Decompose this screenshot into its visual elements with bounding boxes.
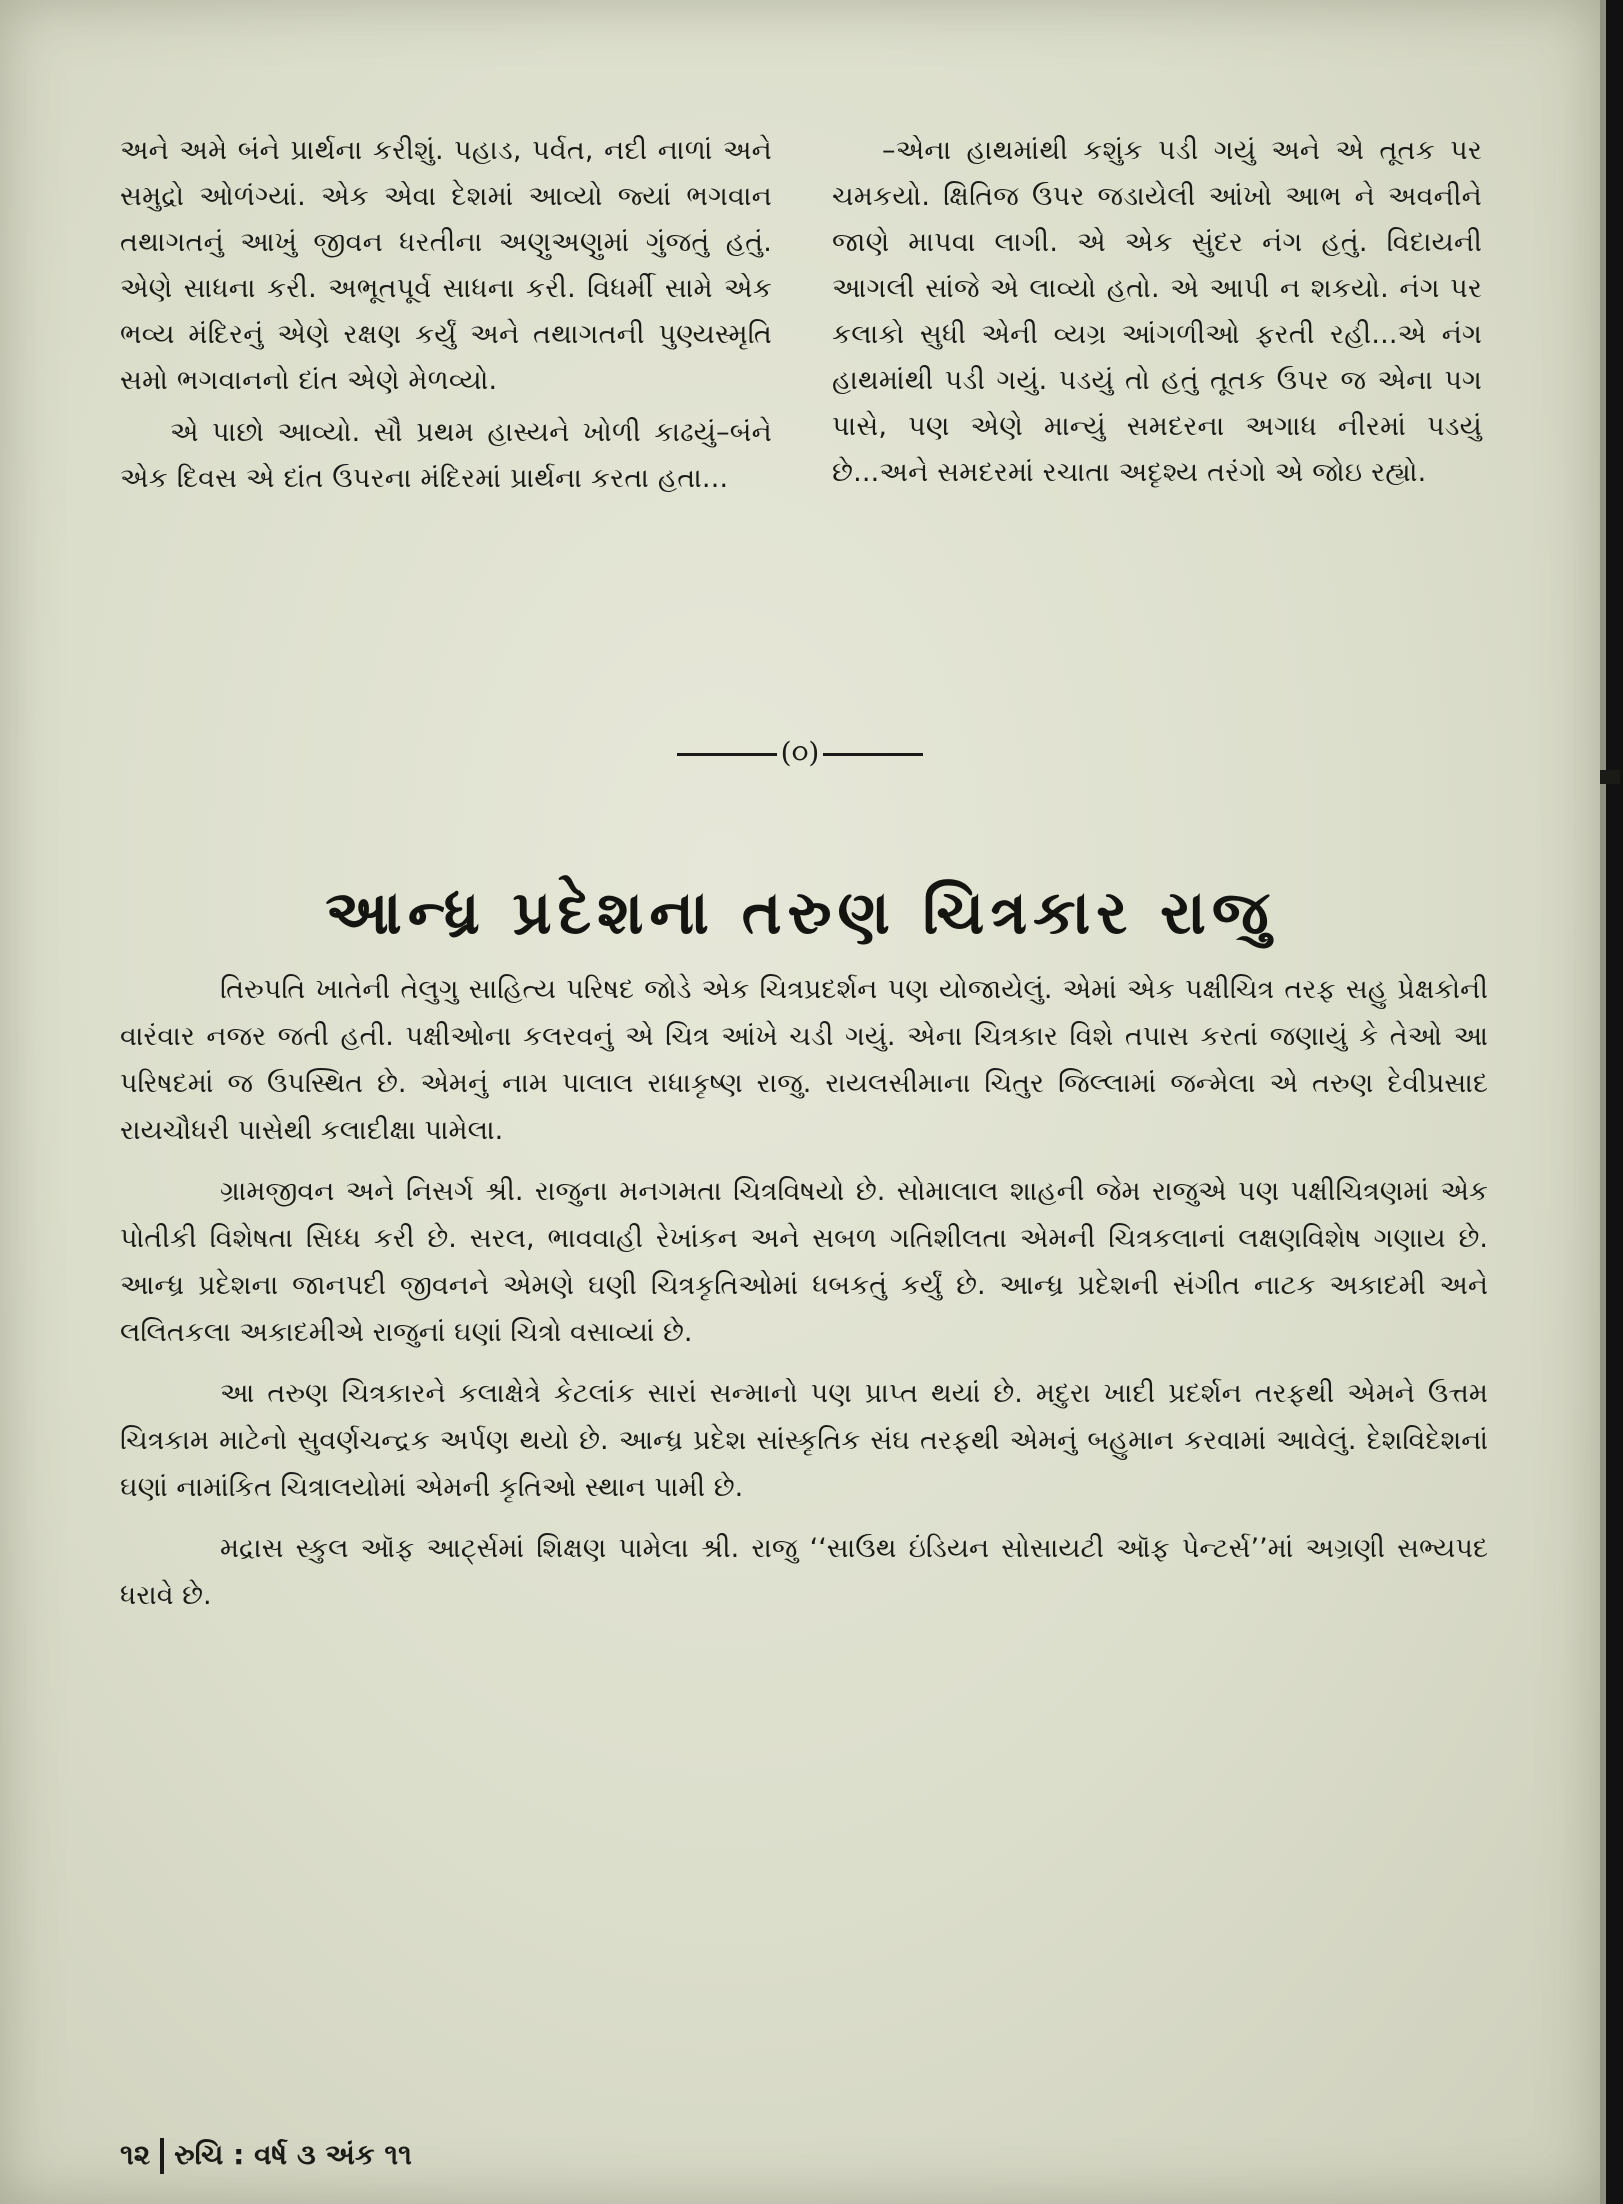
page-number: ૧૨ (120, 2138, 151, 2171)
article-body (120, 966, 1488, 1633)
story-right-paragraph: –એના હાથમાંથી કશુંક પડી ગયું અને એ તૂતક પર ચમકયો. ક્ષિતિજ ઉપર જડાયેલી આંખો આભ ને અવનીને જાણે માપવા લાગી. એ એક સુંદર નંગ હતું. વિદાયની આગલી સાંજે એ લાવ્યો હતો. એ આપી ન શકયો. નંગ પર કલાકો સુધી એની વ્યગ્ર આંગળીઓ ફરતી રહી...એ નંગ હાથમાંથી પડી ગયું. પડયું તો હતું તૂતક ઉપર જ એના પગ પાસે, પણ એણે માન્યું સમદરના અગાધ નીરમાં પડયું છે...અને સમદરમાં રચાતા અદૃશ્ય તરંગો એ જોઇ રહ્યો. (832, 135, 1482, 488)
page-footer (120, 2138, 412, 2174)
separator-rule-right (823, 753, 923, 756)
separator-rule-left (677, 753, 777, 756)
article-title: આન્ધ્ર પ્રદેશના તરુણ ચિત્રકાર રાજુ (325, 878, 1275, 948)
article-paragraph: ગ્રામજીવન અને નિસર્ગ શ્રી. રાજુના મનગમતા ચિત્રવિષયો છે. સોમાલાલ શાહની જેમ રાજુએ પણ પક્ષીચિત્રણમાં એક પોતીકી વિશેષતા સિધ્ધ કરી છે. સરલ, ભાવવાહી રેખાંકન અને સબળ ગતિશીલતા એમની ચિત્રકલાનાં લક્ષણવિશેષ ગણાય છે. આન્ધ્ર પ્રદેશના જાનપદી જીવનને એમણે ઘણી ચિત્રકૃતિઓમાં ધબકતું કર્યું છે. આન્ધ્ર પ્રદેશની સંગીત નાટક અકાદમી અને લલિતકલા અકાદમીએ રાજુનાં ઘણાં ચિત્રો વસાવ્યાં છે. (120, 1176, 1488, 1348)
article-paragraph: તિરુપતિ ખાતેની તેલુગુ સાહિત્ય પરિષદ જોડે એક ચિત્રપ્રદર્શન પણ યોજાયેલું. એમાં એક પક્ષીચિત્ર તરફ સહુ પ્રેક્ષકોની વારંવાર નજર જતી હતી. પક્ષીઓના કલરવનું એ ચિત્ર આંખે ચડી ગયું. એના ચિત્રકાર વિશે તપાસ કરતાં જણાયું કે તેઓ આ પરિષદમાં જ ઉપસ્થિત છે. એમનું નામ પાલાલ રાધાકૃષ્ણ રાજુ. રાયલસીમાના ચિતુર જિલ્લામાં જન્મેલા એ તરુણ દેવીપ્રસાદ રાયચૌધરી પાસેથી કલાદીક્ષા પામેલા. (120, 974, 1488, 1146)
publication-info: રુચિ : વર્ષ ૩ અંક ૧૧ (174, 2138, 412, 2171)
story-left-paragraph: એ પાછો આવ્યો. સૌ પ્રથમ હાસ્યને ખોળી કાઢયું–બંને એક દિવસ એ દાંત ઉપરના મંદિરમાં પ્રાર્થના કરતા હતા... (120, 417, 772, 494)
article-paragraph: મદ્રાસ સ્કુલ ઑફ આર્ટ્સમાં શિક્ષણ પામેલા શ્રી. રાજુ ‘‘સાઉથ ઇંડિયન સોસાયટી ઑફ પેન્ટર્સ’’માં અગ્રણી સભ્યપદ ધરાવે છે. (120, 1533, 1488, 1611)
footer-divider (160, 2138, 164, 2174)
story-left-paragraph: અને અમે બંને પ્રાર્થના કરીશું. પહાડ, પર્વત, નદી નાળાં અને સમુદ્રો ઓળંગ્યાં. એક એવા દેશમાં આવ્યો જ્યાં ભગવાન તથાગતનું આખું જીવન ધરતીના અણુઅણુમાં ગુંજતું હતું. એણે સાધના કરી. અભૂતપૂર્વ સાધના કરી. વિધર્મી સામે એક ભવ્ય મંદિરનું એણે રક્ષણ કર્યું અને તથાગતની પુણ્યસ્મૃતિ સમો ભગવાનનો દાંત એણે મેળવ્યો. (120, 135, 772, 396)
story-column-right (832, 128, 1482, 502)
separator-symbol: (૦) (780, 736, 820, 769)
page-edge-mark (1600, 770, 1620, 784)
article-paragraph: આ તરુણ ચિત્રકારને કલાક્ષેત્રે કેટલાંક સારાં સન્માનો પણ પ્રાપ્ત થયાં છે. મદુરા ખાદી પ્રદર્શન તરફથી એમને ઉત્તમ ચિત્રકામ માટેનો સુવર્ણચન્દ્રક અર્પણ થયો છે. આન્ધ્ર પ્રદેશ સાંસ્કૃતિક સંઘ તરફથી એમનું બહુમાન કરવામાં આવેલું. દેશવિદેશનાં ઘણાં નામાંકિત ચિત્રાલયોમાં એમની કૃતિઓ સ્થાન પામી છે. (120, 1378, 1488, 1503)
story-column-left (120, 128, 772, 508)
section-separator (0, 736, 1600, 770)
